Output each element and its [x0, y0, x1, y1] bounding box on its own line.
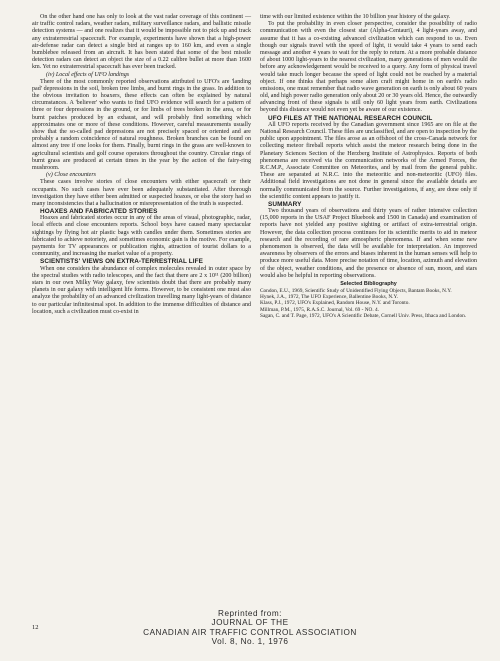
- stamp-line: JOURNAL OF THE: [211, 618, 289, 628]
- paragraph: time with our limited existence within the 10 billion year history of the galaxy.: [260, 14, 451, 20]
- subheading-local-effects: (iv) Local effects of UFO landings: [46, 71, 130, 78]
- right-column: [260, 14, 477, 319]
- stamp-line: CANADIAN AIR TRAFFIC CONTROL ASSOCIATION: [143, 627, 357, 637]
- section-heading-ufo-files: UFO FILES AT THE NATIONAL RESEARCH COUNCIL: [268, 114, 433, 122]
- subheading-close-encounters: (v) Close encounters: [46, 172, 97, 179]
- bibliography-entry: Condon, E.U., 1969, Scientific Study of Unidentified Flying Objects, Bantam Books, N.Y.: [260, 287, 452, 294]
- section-heading-summary: SUMMARY: [268, 200, 302, 208]
- paragraph: There of the most commonly reported observations attributed to UFO's are 'landing pad' depressions in the soil, broken tree limbs, and burnt rings in the grass. In addition to the obvious invitation to hoaxers, these effects can often be explained by natural circumstances. A 'believer' who wants to find UFO evidence will search for a pattern of three or four depressions in the ground, or for limbs of trees broken in the area, or for burnt patches produced by an exhaust, and will probably find something which approximates one or more of these conditions. However, careful measurements usually show that the so-called pad depressions are not precisely spaced or oriented and are probably a random coincidence of natural roughness. Broken branches can be found on almost any tree if one looks for them. Finally, burnt rings in the grass are well-known to agricultural scientists and golf course operators throughout the country. Circular rings of burnt grass are produced at certain times in the year by the action of the fairy-ring mushroom.: [32, 78, 251, 171]
- bibliography-entry: Klass, P.J., 1972, UFO's Explained, Random House, N.Y. and Toronto.: [260, 300, 410, 307]
- paragraph: When one considers the abundance of complex molecules revealed in outer space by the spectral studies with radio telescopes, and the fact that there are 2 x 10¹¹ (200 billion) stars in our own Milky Way galaxy, few scientists doubt that there are probably many planets in our galaxy with intelligent life forms. However, to be consistent one must also analyze the probability of an advanced civilization travelling many light-years of distance to our particular infinitesimal spot. In addition to the immense difficulties of distance and location, such a civilization must co-exist in: [32, 265, 251, 315]
- bibliography-entry: Sagan, C. and T. Page, 1972, UFO's A Scientific Debate, Cornell Univ. Press, Ithaca and London.: [260, 312, 467, 319]
- paragraph: Hoaxes and fabricated stories occur in any of the areas of visual, photographic, radar, local effects and close encounters reports. School boys have caused many spectacular sightings by flying hot air plastic bags with candles under them. Sometimes stories are fabricated to achieve notoriety, and sometimes economic gain is the motive. For example, payments for TV appearances or publication rights, attraction of tourist dollars to a community, and increasing the market value of a property.: [32, 215, 251, 258]
- reprint-stamp: [120, 609, 380, 647]
- paragraph: To put the probability in even closer perspective, consider the possibility of radio communication with even the closest star (Alpha-Centauri), 4 light-years away, and assume that it has a co-existing advanced civilization which can respond to us. Even though our signals travel with the speed of light, it would take 4 years to send each message and another 4 years to wait for the reply to return. At a more probable distance of about 1000 light-years to the nearest civilization, many generations of men would die before any acknowledgement would be received to a query. Any form of physical travel would take much longer because the speed of light could not be reached by a material object. If one thinks that perhaps some alien craft might home in on earth's radio emissions, one must remember that radio wave generation on earth is only about 60 years old, and high power radio generation only about 20 or 30 years old. Hence, the outwardly advancing front of these signals is still only 60 light years from earth. Civilizations beyond this distance would not even yet be aware of our existence.: [260, 21, 477, 114]
- page-number: 12: [32, 624, 39, 631]
- paragraph: These cases involve stories of close encounters with either spacecraft or their occupants. No such cases have ever been adequately substantiated. After thorough investigation they have either been admitted or suspected hoaxes, or else the story had so many inconsistencies that a hallucination or misrepresentation of the truth is suspected.: [32, 179, 251, 207]
- bibliography-entry: Millman, P.M., 1975, R.A.S.C. Journal, Vol. 69 - NO. 4.: [260, 306, 379, 313]
- paragraph: On the other hand one has only to look at the vast radar coverage of this continent — air traffic control radars, weather radars, military surveillance radars, and ballistic missile detection systems — and one realizes that it would be impossible not to pick up and track any extraterrestrial spacecraft. For example, experiments have shown that a high-power air-defense radar can detect a single bird at ranges up to 160 km, and even a single bumblebee released from an aircraft. It has been stated that some of the best missile detection radars can detect an object the size of a 0.22 calibre bullet at more than 1600 km. Yet no extraterrestrial spacecraft has ever been tracked.: [32, 14, 251, 71]
- stamp-line: Vol. 8, No. 1, 1976: [211, 637, 289, 647]
- stamp-line: Reprinted from:: [218, 609, 282, 618]
- bibliography-entry: Hynek, J.A., 1972, The UFO Experience, Ballentine Books, N.Y.: [260, 294, 398, 301]
- section-heading-hoaxes: HOAXES AND FABRICATED STORIES: [40, 208, 158, 216]
- bibliography-list: [260, 288, 477, 319]
- paragraph: Two thousand years of observations and thirty years of rather intensive collection (15,000 reports in the USAF Project Bluebook and 1500 in Canada) and examination of reports have not yielded any positive sighting or artifact of extra-terrestrial origin. However, the data collection process continues for its scientific merits to aid in meteor research and the recording of rare atmospheric phenomena. If and when some new phenomenon is observed, the data will be available for interpretation. An improved awareness by observers of the errors and biases inherent in the human senses will help to produce more useful data. More precise notation of time, location, azimuth and elevation of the object, weather conditions, and the presence or absence of sun, moon, and stars would also be helpful in reporting observations.: [260, 208, 477, 279]
- section-heading-scientists: SCIENTISTS' VIEWS ON EXTRA-TERRESTRIAL LIFE: [40, 258, 203, 266]
- bibliography-title: Selected Bibliography: [340, 280, 397, 287]
- left-column: [32, 14, 251, 316]
- paragraph: All UFO reports received by the Canadian government since 1965 are on file at the National Research Council. These files are unclassified, and are open to inspection by the public upon appointment. The files arose as an offshoot of the cross-Canada network for collecting meteor fireball reports which assist the meteor research being done in the Planetary Sciences Section of the Herzberg Institute of Astrophysics. Reports of both phenomena are received via the communication networks of the Armed Forces, the R.C.M.P., Associate Committee on Meteorites, and by mail from the general public. These are separated at N.R.C. into the meteoritic and non-meteoritic (UFO) files. Additional field investigations are not done in general since the available details are normally communicated from the source. Further investigations, if any, are done only if the scientific content appears to justify it.: [260, 121, 477, 200]
